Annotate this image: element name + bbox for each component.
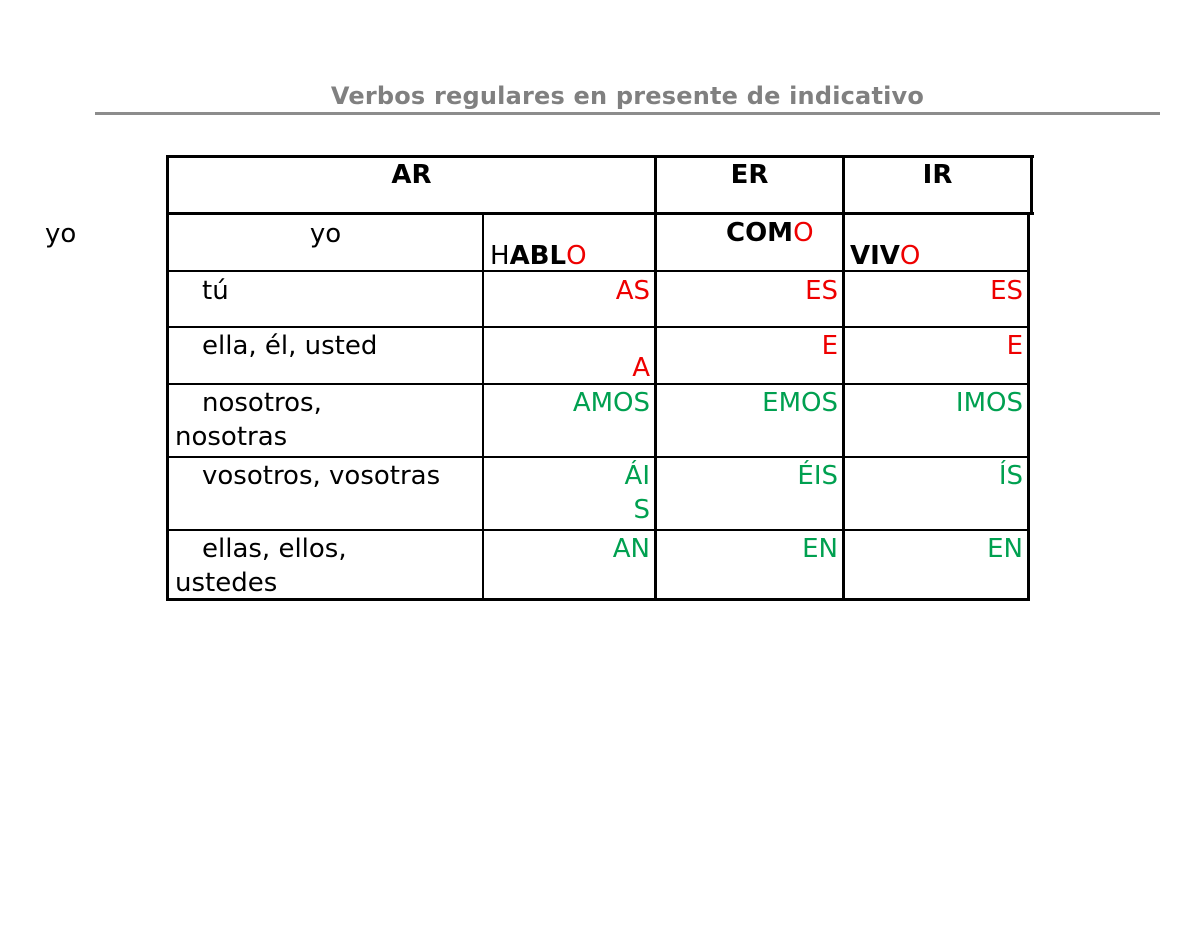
header-ir: IR xyxy=(922,160,953,190)
ending-er-nosotros: EMOS xyxy=(762,388,838,418)
pronoun-ellas-line2: ustedes xyxy=(175,568,278,598)
side-label: yo xyxy=(45,219,77,249)
ending-ir-nosotros: IMOS xyxy=(955,388,1023,418)
pronoun-ellas-line1: ellas, ellos, xyxy=(202,534,347,564)
table-line-row4 xyxy=(166,456,1030,458)
verb-vivo xyxy=(850,239,920,273)
table-line-row2 xyxy=(166,326,1030,328)
como-stem: COM xyxy=(726,218,794,248)
como-ending: O xyxy=(793,218,814,248)
pronoun-tu: tú xyxy=(202,276,229,306)
pronoun-nosotros xyxy=(175,386,480,454)
header-er: ER xyxy=(730,160,769,190)
verb-como xyxy=(726,216,814,250)
ending-ar-vosotros xyxy=(484,459,650,527)
hablo-stem: ABL xyxy=(509,241,567,271)
ending-ir-ellas: EN xyxy=(987,534,1023,564)
table-border-right xyxy=(1027,212,1030,601)
table-line-row5 xyxy=(166,529,1030,531)
ending-er-tu: ES xyxy=(805,276,838,306)
ending-ar-ella: A xyxy=(632,353,650,383)
pronoun-ellas-ellos xyxy=(175,532,480,600)
vivo-stem: VIV xyxy=(850,241,900,271)
ending-er-vosotros: ÉIS xyxy=(797,461,838,491)
hablo-ending: O xyxy=(566,241,587,271)
ending-ar-vosotros-line1: ÁI xyxy=(624,461,650,491)
ending-ir-tu: ES xyxy=(990,276,1023,306)
pronoun-yo: yo xyxy=(309,219,342,249)
pronoun-nosotros-line1: nosotros, xyxy=(202,388,322,418)
ending-ar-vosotros-line2: S xyxy=(633,495,650,525)
title-rule xyxy=(95,112,1160,115)
pronoun-nosotros-line2: nosotras xyxy=(175,422,288,452)
header-ar: AR xyxy=(391,160,432,190)
ending-ir-vosotros: ÍS xyxy=(998,461,1023,491)
ending-ar-ellas: AN xyxy=(612,534,650,564)
page-title: Verbos regulares en presente de indicativo xyxy=(330,82,925,110)
vivo-ending: O xyxy=(899,241,921,271)
ending-ar-tu: AS xyxy=(615,276,650,306)
table-border-right-header xyxy=(1030,155,1033,215)
ending-ar-nosotros: AMOS xyxy=(572,388,650,418)
ending-er-ellas: EN xyxy=(802,534,838,564)
verb-hablo xyxy=(490,239,587,273)
pronoun-vosotros: vosotros, vosotras xyxy=(202,461,441,491)
ending-ir-ella: E xyxy=(1006,331,1023,361)
ending-er-ella: E xyxy=(821,331,838,361)
pronoun-ella-el-usted: ella, él, usted xyxy=(202,331,378,361)
hablo-prefix: H xyxy=(490,241,510,271)
table-line-header xyxy=(166,212,1034,215)
